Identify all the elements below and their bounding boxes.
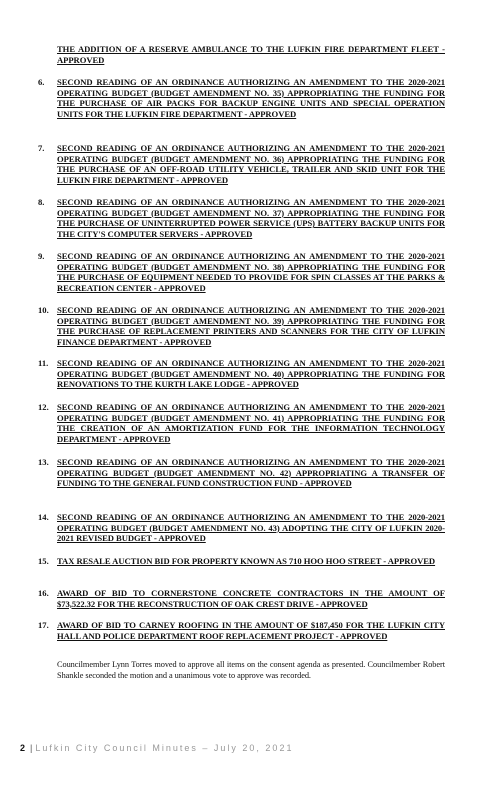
page-number: 2 — [20, 743, 28, 753]
item-number: 11. — [38, 358, 49, 368]
agenda-item-15 — [38, 556, 445, 567]
agenda-item-17 — [38, 620, 445, 641]
item-number: 13. — [38, 457, 49, 467]
continued-item-text: THE ADDITION OF A RESERVE AMBULANCE TO THE LUFKIN FIRE DEPARTMENT FLEET - APPROVED — [57, 44, 445, 65]
item-text: SECOND READING OF AN ORDINANCE AUTHORIZING AN AMENDMENT TO THE 2020-2021 OPERATING BUDGET (BUDGET AMENDMENT NO. 43) ADOPTING THE CITY OF LUFKIN 2020-2021 REVISED BUDGET - APPROVED — [57, 512, 445, 544]
item-number: 14. — [38, 512, 49, 522]
item-text: TAX RESALE AUCTION BID FOR PROPERTY KNOWN AS 710 HOO HOO STREET - APPROVED — [57, 556, 436, 566]
item-number: 9. — [38, 251, 45, 261]
item-text: SECOND READING OF AN ORDINANCE AUTHORIZING AN AMENDMENT TO THE 2020-2021 OPERATING BUDGET (BUDGET AMENDMENT NO. 40) APPROPRIATING THE FUNDING FOR RENOVATIONS TO THE KURTH LAKE LODGE - APPROVED — [57, 358, 445, 390]
item-number: 10. — [38, 305, 49, 315]
agenda-item-10 — [38, 305, 445, 347]
agenda-item-7 — [38, 143, 445, 185]
item-text: SECOND READING OF AN ORDINANCE AUTHORIZING AN AMENDMENT TO THE 2020-2021 OPERATING BUDGET (BUDGET AMENDMENT NO. 35) APPROPRIATING THE FUNDING FOR THE PURCHASE OF AIR PACKS FOR BACKUP ENGINE UNITS AND SPECIAL OPERATION UNITS FOR THE LUFKIN FIRE DEPARTMENT - APPROVED — [57, 77, 445, 119]
item-number: 6. — [38, 77, 45, 87]
item-text: SECOND READING OF AN ORDINANCE AUTHORIZING AN AMENDMENT TO THE 2020-2021 OPERATING BUDGET (BUDGET AMENDMENT NO. 38) APPROPRIATING THE FUNDING FOR THE PURCHASE OF EQUIPMENT NEEDED TO PROVIDE FOR SPIN CLASSES AT THE PARKS & RECREATION CENTER - APPROVED — [57, 251, 445, 293]
footer-separator: | — [30, 743, 33, 753]
agenda-item-16 — [38, 588, 445, 609]
item-number: 15. — [38, 556, 49, 566]
item-text: SECOND READING OF AN ORDINANCE AUTHORIZING AN AMENDMENT TO THE 2020-2021 OPERATING BUDGET (BUDGET AMENDMENT NO. 39) APPROPRIATING THE FUNDING FOR THE PURCHASE OF REPLACEMENT PRINTERS AND SCANNERS FOR THE CITY OF LUFKIN FINANCE DEPARTMENT - APPROVED — [57, 305, 445, 347]
page-footer — [20, 743, 293, 753]
item-text: SECOND READING OF AN ORDINANCE AUTHORIZING AN AMENDMENT TO THE 2020-2021 OPERATING BUDGET (BUDGET AMENDMENT NO. 37) APPROPRIATING THE FUNDING FOR THE PURCHASE OF UNINTERRUPTED POWER SERVICE (UPS) BATTERY BACKUP UNITS FOR THE CITY'S COMPUTER SERVERS - APPROVED — [57, 197, 445, 239]
agenda-item-6 — [38, 77, 445, 119]
agenda-item-11 — [38, 358, 445, 390]
agenda-item-12 — [38, 402, 445, 444]
item-text: SECOND READING OF AN ORDINANCE AUTHORIZING AN AMENDMENT TO THE 2020-2021 OPERATING BUDGET (BUDGET AMENDMENT NO. 36) APPROPRIATING THE FUNDING FOR THE PURCHASE OF AN OFF-ROAD UTILITY VEHICLE, TRAILER AND SKID UNIT FOR THE LUFKIN FIRE DEPARTMENT - APPROVED — [57, 143, 445, 185]
item-text: AWARD OF BID TO CORNERSTONE CONCRETE CONTRACTORS IN THE AMOUNT OF $73,522.32 FOR THE RECONSTRUCTION OF OAK CREST DRIVE - APPROVED — [57, 588, 445, 609]
agenda-item-14 — [38, 512, 445, 544]
item-text: SECOND READING OF AN ORDINANCE AUTHORIZING AN AMENDMENT TO THE 2020-2021 OPERATING BUDGET (BUDGET AMENDMENT NO. 42) APPROPRIATING A TRANSFER OF FUNDING TO THE GENERAL FUND CONSTRUCTION FUND - APPROVED — [57, 457, 445, 489]
item-number: 17. — [38, 620, 49, 630]
item-number: 7. — [38, 143, 45, 153]
item-number: 12. — [38, 402, 49, 412]
item-text: AWARD OF BID TO CARNEY ROOFING IN THE AMOUNT OF $187,450 FOR THE LUFKIN CITY HALL AND POLICE DEPARTMENT ROOF REPLACEMENT PROJECT - APPROVED — [57, 620, 445, 641]
motion-paragraph: Councilmember Lynn Torres moved to approve all items on the consent agenda as presented. Councilmember Robert Shankle seconded the motion and a unanimous vote to approve was recorded. — [57, 660, 445, 680]
item-text: SECOND READING OF AN ORDINANCE AUTHORIZING AN AMENDMENT TO THE 2020-2021 OPERATING BUDGET (BUDGET AMENDMENT NO. 41) APPROPRIATING THE FUNDING FOR THE CREATION OF AN AMORTIZATION FUND FOR THE INFORMATION TECHNOLOGY DEPARTMENT - APPROVED — [57, 402, 445, 444]
footer-text: Lufkin City Council Minutes – July 20, 2021 — [35, 743, 294, 753]
agenda-item-13 — [38, 457, 445, 489]
agenda-item-9 — [38, 251, 445, 293]
agenda-item-8 — [38, 197, 445, 239]
item-number: 16. — [38, 588, 49, 598]
item-number: 8. — [38, 197, 45, 207]
